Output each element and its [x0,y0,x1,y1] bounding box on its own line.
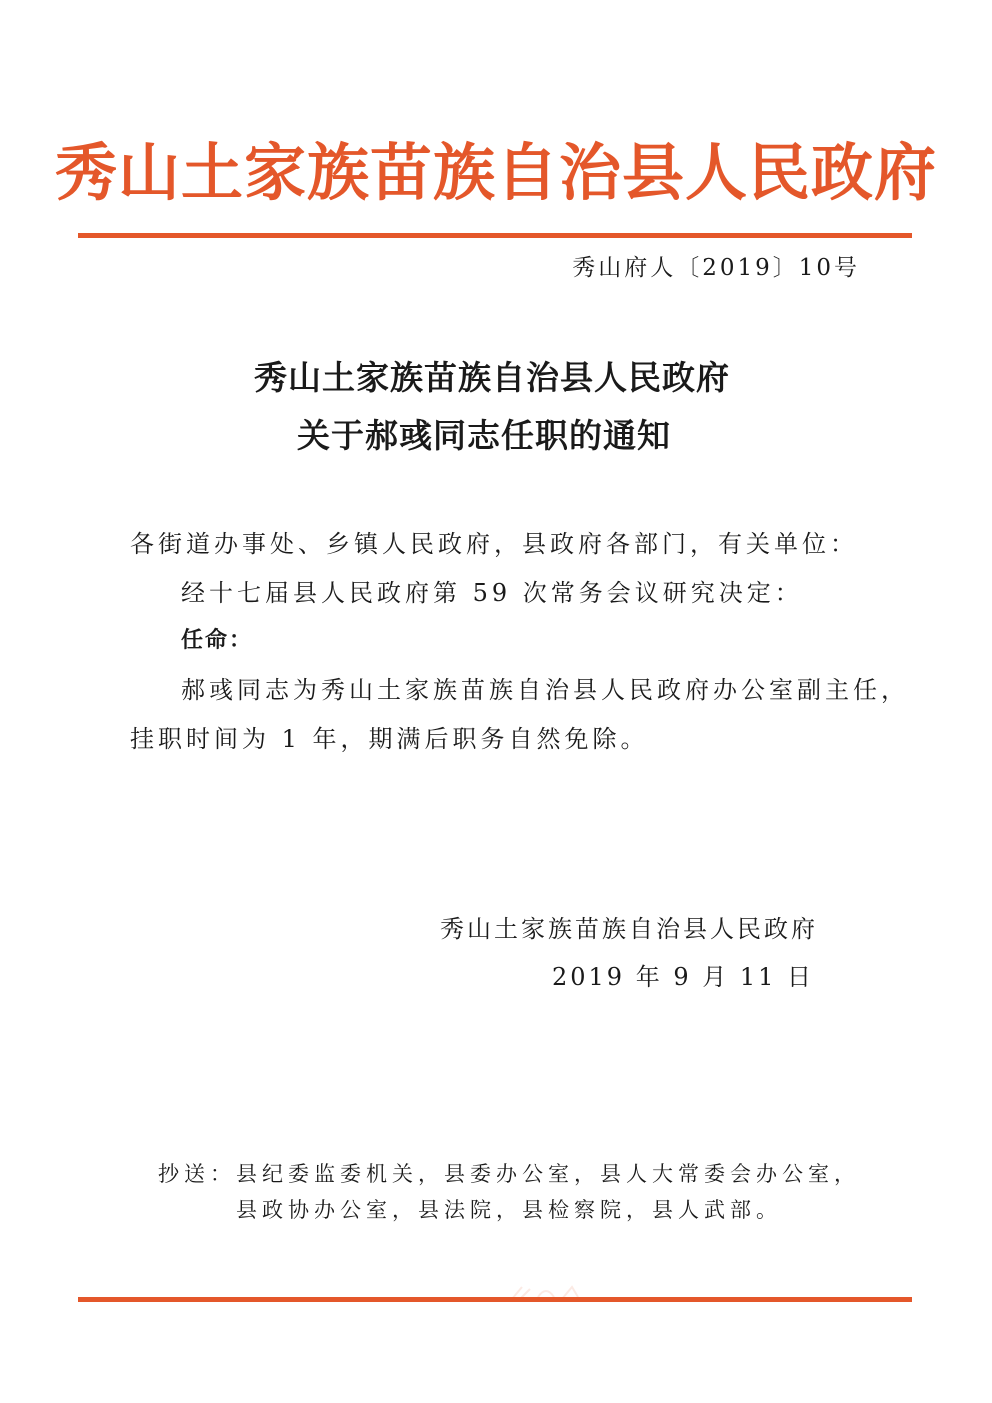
document-number: 秀山府人〔2019〕10号 [572,255,860,281]
letterhead-org-name: 秀山土家族苗族自治县人民政府 [54,136,937,209]
footer-rule [78,1297,912,1302]
addressee: 各街道办事处、乡镇人民政府，县政府各部门，有关单位： [130,530,858,558]
letterhead-top-rule [78,233,912,238]
cc-recipients-line-1: 县纪委监委机关，县委办公室，县人大常委会办公室， [236,1162,860,1186]
signature-org: 秀山土家族苗族自治县人民政府 [440,915,818,943]
subject-title-line-2: 关于郝彧同志任职的通知 [297,416,671,455]
cc-recipients-line-2: 县政协办公室，县法院，县检察院，县人武部。 [236,1198,782,1222]
appointment-text-line-2: 挂职时间为 1 年，期满后职务自然免除。 [130,725,649,753]
watermark-mark [508,1283,598,1308]
cc-label: 抄送： [158,1162,236,1186]
signature-date: 2019 年 9 月 11 日 [552,963,815,991]
decision-statement: 经十七届县人民政府第 59 次常务会议研究决定： [181,579,803,607]
subject-title-line-1: 秀山土家族苗族自治县人民政府 [254,358,730,397]
watermark-icon [508,1283,598,1303]
appointment-label: 任命： [181,628,254,653]
appointment-text-line-1: 郝彧同志为秀山土家族苗族自治县人民政府办公室副主任， [181,676,909,704]
